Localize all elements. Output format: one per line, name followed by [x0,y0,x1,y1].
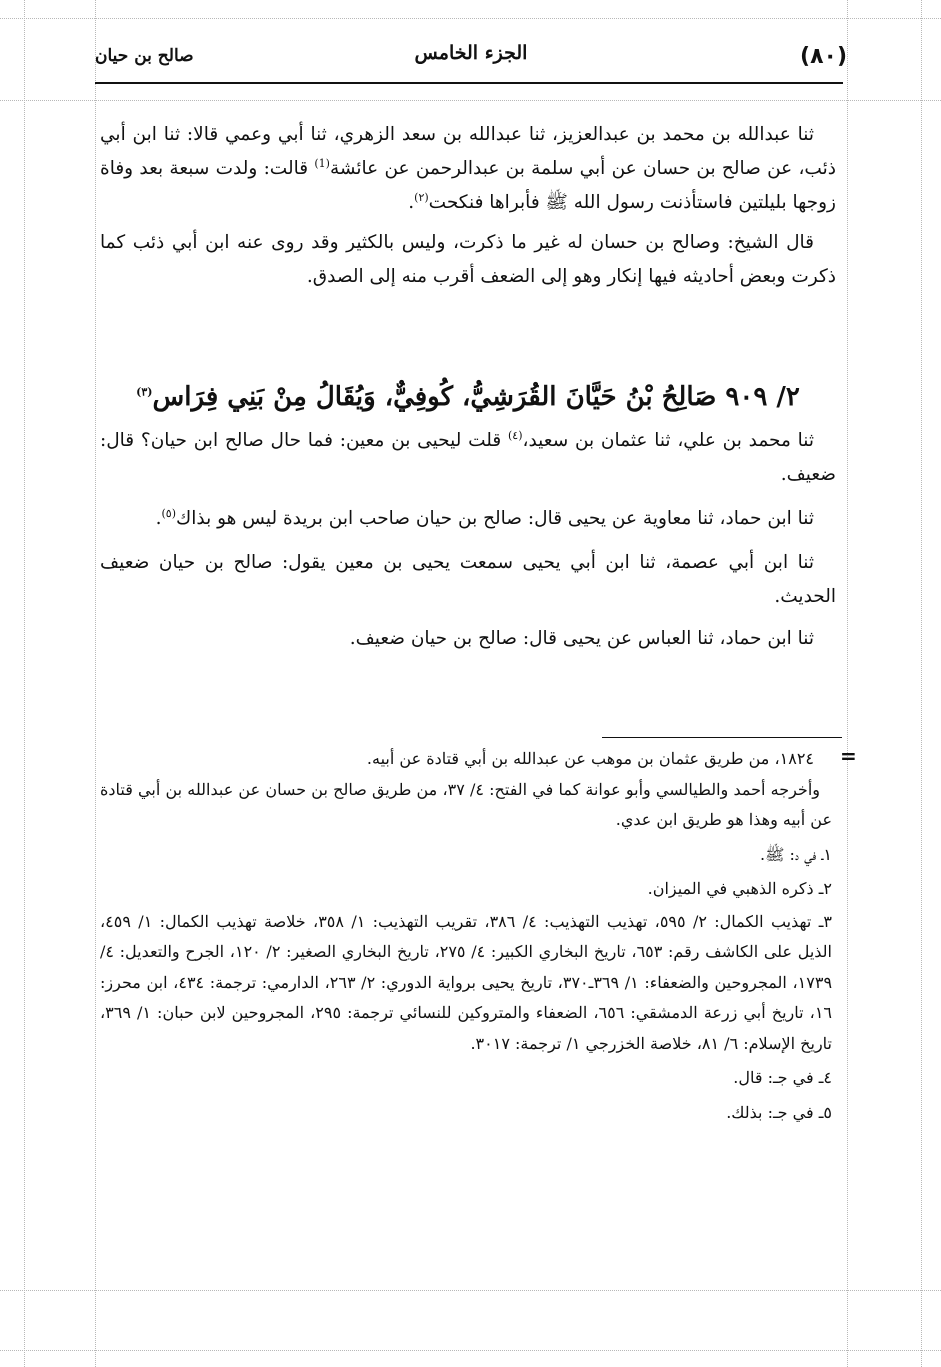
footnote-ref-5: (٥) [161,506,176,520]
paragraph-1: ثنا عبدالله بن محمد بن عبدالعزيز، ثنا عبدالله بن سعد الزهري، ثنا أبي وعمي قالا: ثنا ابن أبي ذئب، عن صالح بن حسان عن أبي سلمة بن عبدالرحمن عن عائشة$^{(1)}$ قالت: ولدت سبعة بعد وفاة زوجها بليلتين فاستأذنت رسول الله ﷺ فأبراها فنكحت$^{(٢)}$. [100,124,836,213]
paragraph-6: ثنا ابن حماد، ثنا العباس عن يحيى قال: صالح بن حيان ضعيف. [349,628,814,649]
footnote-ref-1: (1) [314,156,330,170]
footnote-5: ٥ـ في جـ: بذلك. [726,1102,832,1122]
biography-heading [100,377,836,417]
margin-guide-top-inner [0,100,941,101]
main-text-lower [100,424,836,656]
page-header [95,38,847,78]
footnote-3: ٣ـ تهذيب الكمال: ٢/ ٥٩٥، تهذيب التهذيب: ٤/ ٣٨٦، تقريب التهذيب: ١/ ٣٥٨، خلاصة تهذيب الكمال: ١/ ٤٥٩، الذيل على الكاشف رقم: ٦٥٣، تاريخ البخاري الكبير: ٤/ ٢٧٥، تاريخ البخاري الصغير: ٢/ ١٢٠، الجرح والتعديل: ٤/ ١٧٣٩، المجروحين والضعفاء: ١/ ٣٦٩ـ٣٧٠، تاريخ يحيى برواية الدوري: ٢/ ٢٦٣، الدارمي: ترجمة: ٤٣٤، ابن محرز: ١٦، تاريخ أبي زرعة الدمشقي: ٦٥٦، الضعفاء والمتروكين للنسائي ترجمة: ٢٩٥، المجروحين لابن حبان: ١/ ٣٦٩، تاريخ الإسلام: ٦/ ٨١، خلاصة الخزرجي ١/ ترجمة: ٣٠١٧. [100,911,833,1053]
footnotes [100,744,832,1128]
footnote-1824-cont: وأخرجه أحمد والطيالسي وأبو عوانة كما في الفتح: ٤/ ٣٧، من طريق صالح بن حسان عن عبدالله بن أبي قتادة عن أبيه وهذا هو طريق ابن عدي. [100,779,832,829]
margin-guide-bottom-inner [0,1290,941,1291]
biography-heading-text: ٢/ ٩٠٩ صَالِحُ بْنُ حَيَّانَ القُرَشِيُّ، كُوفِيٌّ، وَيُقَالُ مِنْ بَنِي فِرَاس [152,382,800,412]
footnote-separator [602,737,842,738]
margin-guide-left [24,0,25,1367]
header-rule [95,82,843,84]
paragraph-4: ثنا ابن حماد، ثنا معاوية عن يحيى قال: صالح بن حيان صاحب ابن بريدة ليس هو بذاك$^{(٥)}$. [155,506,814,529]
paragraph-3: ثنا محمد بن علي، ثنا عثمان بن سعيد،$^{(٤)}$ قلت ليحيى بن معين: فما حال صالح ابن حيان؟ قال: ضعيف. [100,428,836,485]
footnote-2: ٢ـ ذكره الذهبي في الميزان. [647,879,832,898]
footnote-1: ١ـ في د: ﷺ. [759,844,832,864]
margin-guide-bottom [0,1350,941,1351]
margin-guide-left-inner [95,0,96,1367]
footnote-ref-2: (٢) [414,190,429,204]
continuation-marker: = [840,744,857,768]
footnote-ref-3: (٣) [136,385,153,399]
paragraph-2: قال الشيخ: وصالح بن حسان له غير ما ذكرت، وليس بالكثير وقد روى عنه ابن أبي ذئب كما ذكرت وبعض أحاديثه فيها إنكار وهو إلى الضعف أقرب منه إلى الصدق. [100,232,836,287]
paragraph-5: ثنا ابن أبي عصمة، ثنا ابن أبي يحيى سمعت يحيى بن معين يقول: صالح بن حيان ضعيف الحديث. [100,552,836,607]
footnote-ref-4: (٤) [507,428,523,442]
footnote-4: ٤ـ في جـ: قال. [733,1068,832,1087]
margin-guide-right-inner [847,0,848,1367]
footnote-1824: ١٨٢٤، من طريق عثمان بن موهب عن عبدالله بن أبي قتادة عن أبيه. [366,749,814,768]
margin-guide-right [921,0,922,1367]
margin-guide-top [0,18,941,19]
page-number: (٨٠) [800,44,847,69]
running-title: صالح بن حيان [95,46,194,66]
main-text-upper [100,118,836,294]
volume-title: الجزء الخامس [414,42,528,64]
